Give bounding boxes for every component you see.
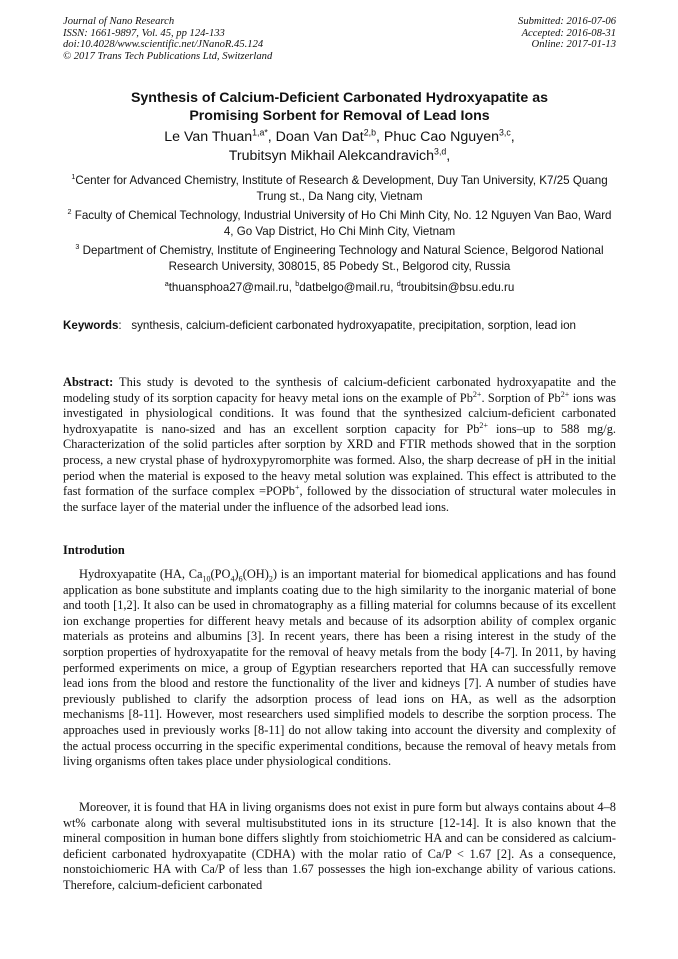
author-name: Le Van Thuan (164, 129, 253, 145)
paragraph-text: Hydroxyapatite (HA, Ca (79, 567, 203, 581)
author-line-2: Trubitsyn Mikhail Alekcandravich$^{3,d}$, (228, 146, 451, 164)
abstract-text: . Sorption of Pb (481, 390, 561, 405)
author-affiliation-mark: 3,c (499, 127, 511, 138)
author-name: Doan Van Dat (275, 129, 364, 145)
email-mark: a (164, 279, 169, 289)
paragraph-text: (OH) (242, 567, 269, 581)
keywords-section (63, 318, 616, 333)
author-emails: $^a$thuansphoa27@mail.ru, $^b$datbelgo@mail.ru, $^d$troubitsin@bsu.edu.ru (164, 279, 515, 294)
title-line-2: Promising Sorbent for Removal of Lead Ions (189, 107, 490, 124)
keywords-label: Keywords (63, 319, 119, 332)
date-online: Online: 2017-01-13 (531, 39, 616, 50)
affiliation-number: 3 (75, 242, 80, 252)
author-affiliation-mark: 2,b (363, 127, 376, 138)
publication-dates (518, 16, 616, 51)
author-list (63, 128, 616, 166)
keywords-text: synthesis, calcium-deficient carbonated hydroxyapatite, precipitation, sorption, lead ion (131, 319, 577, 332)
affiliation-text: Department of Chemistry, Institute of Engineering Technology and Natural Science, Belgorod National Research University, 308015, 85 Pobedy St., Belgorod city, Russia (82, 244, 604, 273)
charge-superscript: 2+ (560, 389, 570, 399)
author-name: Trubitsyn Mikhail Alekcandravich (228, 148, 435, 164)
abstract-text: , followed by the dissociation of structural water molecules in the surface layer of the material under the influence of the adsorbed lead ions. (63, 484, 616, 514)
charge-superscript: 2+ (472, 389, 482, 399)
affiliation-number: 2 (67, 207, 72, 217)
abstract-section (63, 375, 616, 515)
author-affiliation-mark: 3,d (434, 146, 447, 157)
introduction-paragraph-2: Moreover, it is found that HA in living organisms does not exist in pure form but always contains about 4–8 wt% carbonate along with several multisubstituted ions in its structure [12-14]. It is also known that the mineral composition in human bone differs slightly from stoichiometric HA and can be considered as calcium-deficient carbonated hydroxyapatite (CDHA) with the molar ratio of Ca/P < 1.67 [2]. As a consequence, nonstoichiomeric HA with Ca/P of less than 1.67 possesses the high ion-exchange ability of various cations. Therefore, calcium-deficient carbonated (63, 800, 616, 892)
email-mark: b (295, 279, 300, 289)
journal-doi[interactable]: doi:10.4028/www.scientific.net/JNanoR.45.124 (63, 39, 264, 50)
section-heading-introduction: Introdution (63, 543, 125, 557)
paragraph-text: ) is an important material for biomedical applications and has found application as bone substitute and implants coating due to the high similarity to the inorganic material of bone and tooth [1,2]. It also can be used in chromatography as a filling material for columns because of its excellent ion exchange properties for different heavy metals and because of its adsorption ability of complex organic materials as proteins and albumins [3]. In recent years, there has been a rising interest in the study of the sorption properties of hydroxyapatite for the removal of heavy metals from the body [4-7]. In 2011, by having performed experiments on mice, a group of Egyptian researchers reported that HA can successfully remove lead ions from the blood and restore the functionality of the liver and kidneys [7]. A number of studies have previously published to clarify the adsorption process of lead ions on HA, as well as the adsorption mechanisms [8-11]. However, most researchers used simplified models to describe the sorption process. The approaches used in previously works [8-11] do not allow taking into account the diversity and complexity of the actual process occurring in the specific experimental conditions, because the removal of heavy metals from living organisms often takes place under physiological conditions. (63, 567, 617, 769)
journal-copyright: © 2017 Trans Tech Publications Ltd, Switzerland (63, 50, 273, 62)
journal-issn: ISSN: 1661-9897, Vol. 45, pp 124-133 (63, 27, 225, 39)
title-line-1: Synthesis of Calcium-Deficient Carbonated Hydroxyapatite as (130, 90, 549, 106)
paragraph-text: ) (234, 567, 239, 581)
abstract-text: This study is devoted to the synthesis of calcium-deficient carbonated hydroxyapatite and the modeling study of its sorption capacity for heavy metal ions on the example of Pb (63, 375, 617, 405)
abstract-text: ions was investigated in physiological conditions. It was found that the synthesized calcium-deficient carbonated hydroxyapatite is nano-sized and has an excellent sorption capacity for Pb (63, 390, 616, 436)
affiliation-3 (63, 243, 616, 274)
affiliation-text: Center for Advanced Chemistry, Institute of Research & Development, Duy Tan University, K7/25 Quang Trung st., Da Nang city, Vietnam (75, 174, 608, 203)
email-mark: d (396, 279, 401, 289)
paper-title (63, 90, 616, 125)
affiliation-2 (63, 208, 616, 239)
abstract-label: Abstract: (63, 375, 114, 389)
author-affiliation-mark: 1,a* (252, 127, 268, 138)
formula-subscript: 10 (202, 574, 211, 584)
affiliation-number: 1 (71, 172, 76, 182)
introduction-paragraph-1 (63, 567, 616, 770)
date-accepted: Accepted: 2016-08-31 (521, 27, 616, 39)
charge-superscript: + (294, 483, 300, 493)
author-line-1: Le Van Thuan$^{1,a*}$, Doan Van Dat$^{2,b}$, Phuc Cao Nguyen$^{3,c}$, (164, 127, 515, 145)
affiliation-1 (63, 173, 616, 204)
formula-subscript: 6 (238, 574, 243, 584)
abstract-text: ions–up to 588 mg/g. Characterization of the solid particles after sorption by XRD and FTIR methods showed that in the sorption process, a new crystal phase of hydroxypyromorphite was formed. Also, the sharp decrease of pH in the initial period when the material is exposed to the heavy metal solution was explained. This effect is attributed to the fast formation of the surface complex =POPb (63, 421, 616, 499)
email-link[interactable]: datbelgo@mail.ru (299, 281, 391, 294)
affiliation-text: Faculty of Chemical Technology, Industrial University of Ho Chi Minh City, No. 12 Nguyen Van Bao, Ward 4, Go Vap District, Ho Chi Minh City, Vietnam (74, 209, 612, 238)
formula-subscript: 4 (230, 574, 235, 584)
journal-name: Journal of Nano Research (63, 16, 175, 27)
keywords-colon: : (118, 319, 122, 332)
author-name: Phuc Cao Nguyen (383, 129, 500, 145)
formula-subscript: 2 (268, 574, 273, 584)
paragraph-text: (PO (210, 567, 231, 581)
email-link[interactable]: troubitsin@bsu.edu.ru (400, 281, 515, 294)
journal-info (63, 16, 272, 62)
email-link[interactable]: thuansphoa27@mail.ru (168, 281, 289, 294)
charge-superscript: 2+ (479, 420, 488, 430)
date-submitted: Submitted: 2016-07-06 (518, 16, 616, 27)
